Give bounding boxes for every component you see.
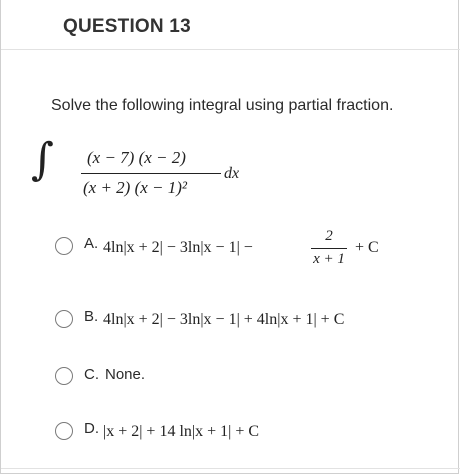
- integral-denominator: (x + 2) (x − 1)²: [83, 178, 188, 197]
- option-c[interactable]: [1, 358, 460, 398]
- option-b-label: B.: [84, 308, 99, 325]
- radio-button-a[interactable]: [55, 237, 73, 255]
- option-a[interactable]: [1, 228, 460, 268]
- option-a-fraction-bar: [311, 248, 347, 249]
- option-d[interactable]: [1, 413, 460, 453]
- option-a-label: A.: [84, 235, 99, 252]
- integral-sign: ∫: [31, 134, 54, 185]
- option-d-label: D.: [84, 420, 99, 437]
- integral-differential: dx: [224, 165, 240, 182]
- radio-button-d[interactable]: [55, 422, 73, 440]
- question-prompt: Solve the following integral using partial fraction.: [51, 97, 394, 114]
- option-a-fraction-numerator: 2: [325, 228, 333, 244]
- question-title: QUESTION 13: [63, 16, 191, 37]
- fraction-bar: [81, 173, 221, 174]
- bottom-divider: [1, 468, 460, 469]
- integral-numerator: (x − 7) (x − 2): [87, 148, 186, 167]
- option-d-expression: |x + 2| + 14 ln|x + 1| + C: [103, 423, 260, 440]
- radio-button-b[interactable]: [55, 310, 73, 328]
- option-a-fraction-denominator: x + 1: [313, 251, 345, 267]
- option-b[interactable]: [1, 301, 460, 341]
- option-c-expression: None.: [105, 366, 146, 383]
- question-header: [1, 0, 460, 50]
- option-a-expression-suffix: + C: [355, 239, 379, 256]
- option-c-label: C.: [84, 366, 99, 383]
- radio-button-c[interactable]: [55, 367, 73, 385]
- option-a-expression: 4ln|x + 2| − 3ln|x − 1| −: [103, 239, 253, 256]
- option-b-expression: 4ln|x + 2| − 3ln|x − 1| + 4ln|x + 1| + C: [103, 311, 345, 328]
